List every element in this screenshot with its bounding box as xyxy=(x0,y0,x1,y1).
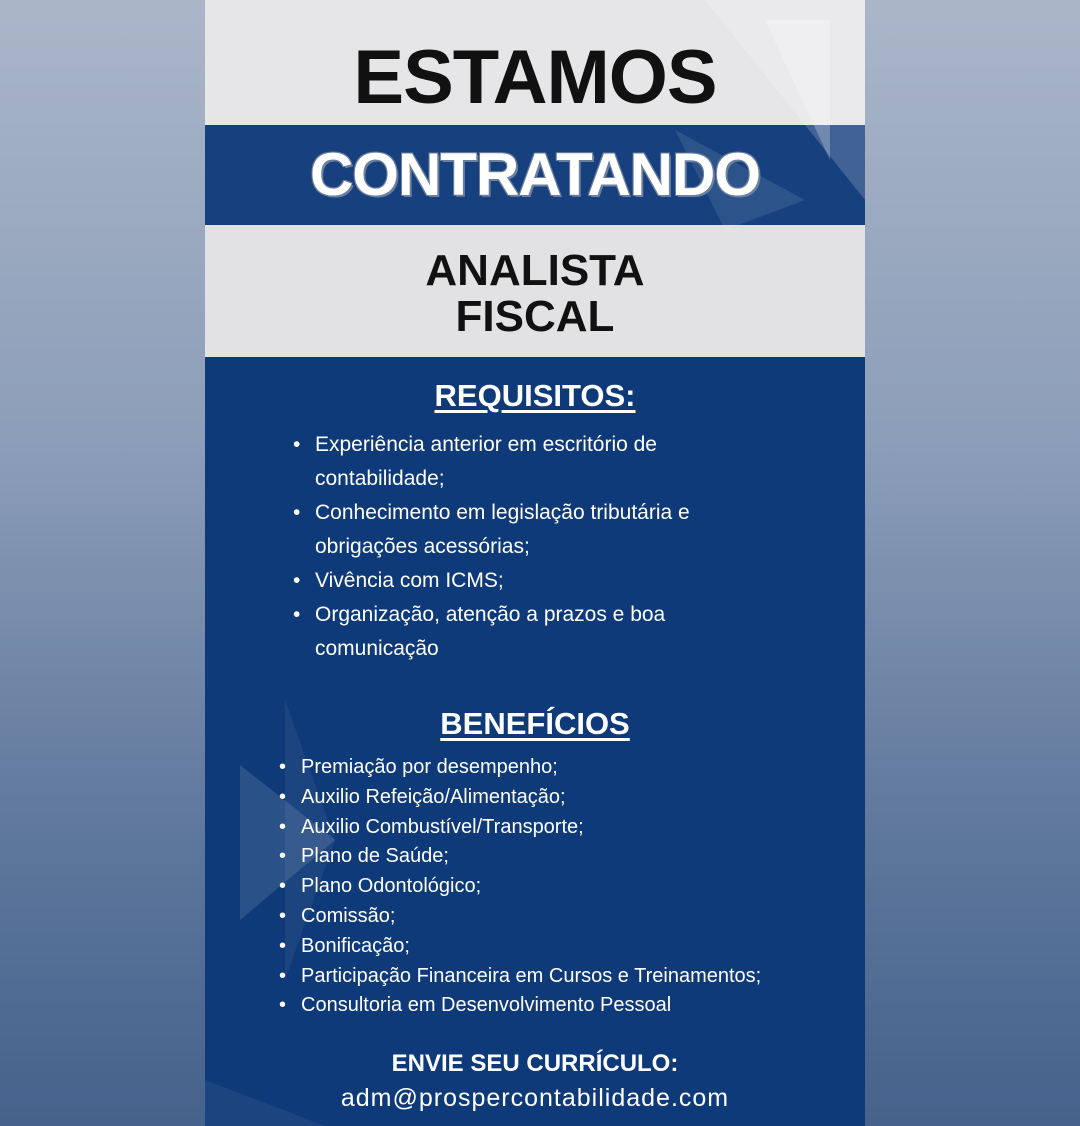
list-item: • Auxilio Refeição/Alimentação; xyxy=(279,783,849,813)
list-item: • Premiação por desempenho; xyxy=(279,753,849,783)
list-item: • Organização, atenção a prazos e boa comunicação xyxy=(293,598,753,666)
list-item: • Vivência com ICMS; xyxy=(293,564,753,598)
list-item: • Experiência anterior em escritório de contabilidade; xyxy=(293,428,753,496)
benefits-list xyxy=(279,753,849,1021)
list-item: • Conhecimento em legislação tributária e obrigações acessórias; xyxy=(293,496,753,564)
job-title-line-1: ANALISTA xyxy=(425,246,645,295)
list-item: • Plano de Saúde; xyxy=(279,842,849,872)
headline-contratando: CONTRATANDO xyxy=(309,141,761,208)
headline-estamos: ESTAMOS xyxy=(353,35,717,120)
list-item: • Participação Financeira em Cursos e Treinamentos; xyxy=(279,962,849,992)
job-title-line-2: FISCAL xyxy=(455,292,615,341)
job-poster xyxy=(205,0,865,1126)
benefits-heading: BENEFÍCIOS xyxy=(440,706,630,741)
list-item: • Auxilio Combustível/Transporte; xyxy=(279,813,849,843)
requirements-list xyxy=(293,428,753,666)
list-item: • Bonificação; xyxy=(279,932,849,962)
list-item: • Plano Odontológico; xyxy=(279,872,849,902)
list-item: • Comissão; xyxy=(279,902,849,932)
cta-label: ENVIE SEU CURRÍCULO: xyxy=(391,1050,679,1077)
requirements-heading: REQUISITOS: xyxy=(434,378,636,413)
job-title xyxy=(205,248,865,340)
list-item: • Consultoria em Desenvolvimento Pessoal xyxy=(279,991,849,1021)
contact-email: adm@prospercontabilidade.com xyxy=(340,1084,730,1112)
